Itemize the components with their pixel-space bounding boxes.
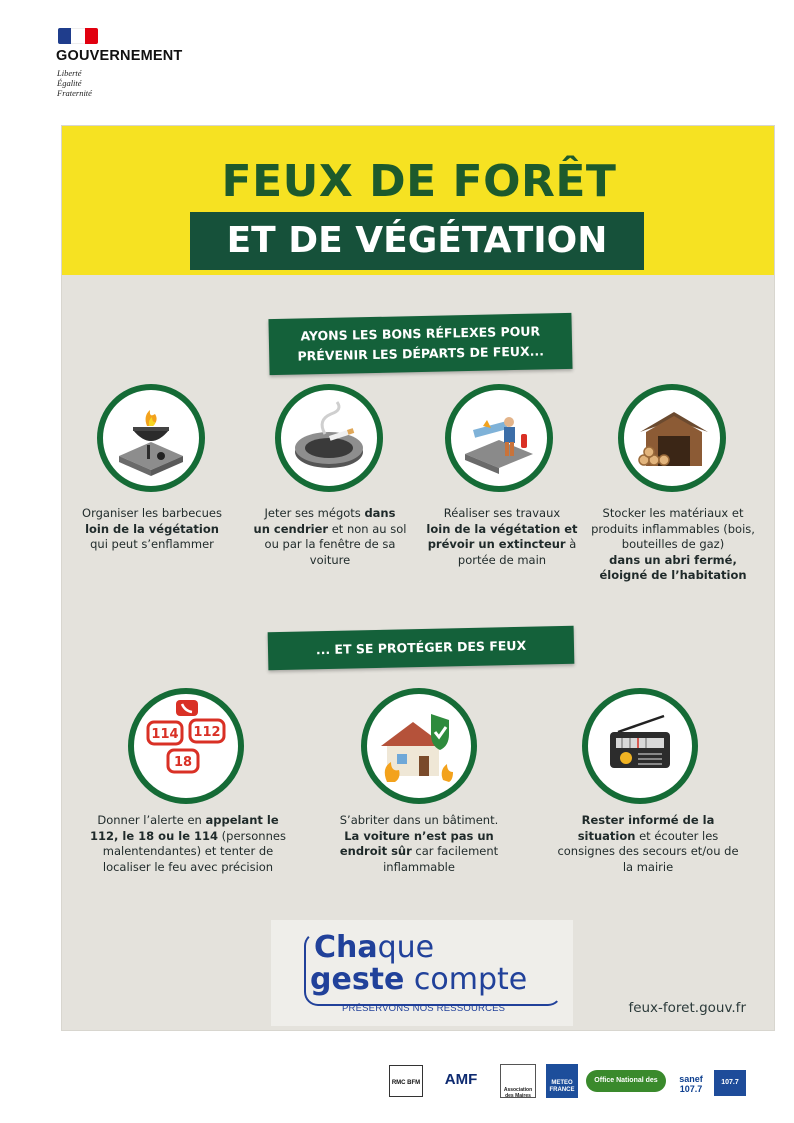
- emergency-call-icon: [128, 688, 244, 804]
- emergency-number-18: 18: [173, 755, 193, 770]
- title-banner: [62, 126, 775, 275]
- government-logo: [56, 28, 216, 108]
- website-url[interactable]: feux-foret.gouv.fr: [628, 1000, 746, 1016]
- government-motto: Liberté Égalité Fraternité: [57, 68, 92, 98]
- poster-title-line2: ET DE VÉGÉTATION: [226, 220, 608, 261]
- radio-icon: [582, 688, 698, 804]
- poster: [61, 125, 775, 1031]
- maires-logo: Association des Maires: [500, 1064, 536, 1098]
- ashtray-icon: [275, 384, 383, 492]
- amf-logo: AMF: [444, 1071, 478, 1088]
- emergency-number-114: 114: [151, 727, 179, 742]
- government-title: GOUVERNEMENT: [56, 48, 183, 64]
- poster-title-line1: FEUX DE FORÊT: [221, 156, 617, 207]
- emergency-number-112: 112: [193, 725, 221, 740]
- rmc-bfm-logo: RMC BFM: [389, 1065, 423, 1097]
- caption-shelter: S’abriter dans un bâtiment. La voiture n’est pas un endroit sûr car facilement inflammable: [339, 813, 499, 874]
- onf-logo: Office National des Forêts: [586, 1070, 666, 1092]
- poster-title-line2-bar: [190, 212, 644, 270]
- section-prevention-heading: AYONS LES BONS RÉFLEXES POUR PRÉVENIR LES DÉPARTS DE FEUX...: [268, 313, 572, 375]
- marianne-flag-icon: [58, 28, 98, 44]
- caption-radio: Rester informé de la situation et écouter les consignes des secours et/ou de la mairie: [557, 813, 739, 874]
- worker-extinguisher-icon: [445, 384, 553, 492]
- caption-storage: Stocker les matériaux et produits inflammables (bois, bouteilles de gaz) dans un abri fermé, éloigné de l’habitation: [591, 506, 755, 582]
- meteo-france-logo: METEO FRANCE: [546, 1064, 578, 1098]
- caption-ashtray: Jeter ses mégots dans un cendrier et non au sol ou par la fenêtre de sa voiture: [253, 506, 407, 567]
- house-shelter-icon: [361, 688, 477, 804]
- caption-works: Réaliser ses travaux loin de la végétation et prévoir un extincteur à portée de main: [426, 506, 578, 567]
- barbecue-icon: [97, 384, 205, 492]
- wood-shelter-icon: [618, 384, 726, 492]
- section-protection-heading: ... ET SE PROTÉGER DES FEUX: [268, 626, 575, 670]
- caption-barbecue: Organiser les barbecues loin de la végétation qui peut s’enflammer: [82, 506, 222, 551]
- caption-alert: Donner l’alerte en appelant le 112, le 18 ou le 114 (personnes malentendantes) et tenter de localiser le feu avec précision: [90, 813, 286, 874]
- slogan-tagline: PRÉSERVONS NOS RESSOURCES: [342, 1003, 506, 1014]
- radio-1077-logo: 107.7: [714, 1070, 746, 1096]
- sanef-logo: sanef 107.7: [679, 1074, 703, 1094]
- chaque-geste-compte-logo: Chaque geste compte PRÉSERVONS NOS RESSOURCES: [304, 930, 564, 1020]
